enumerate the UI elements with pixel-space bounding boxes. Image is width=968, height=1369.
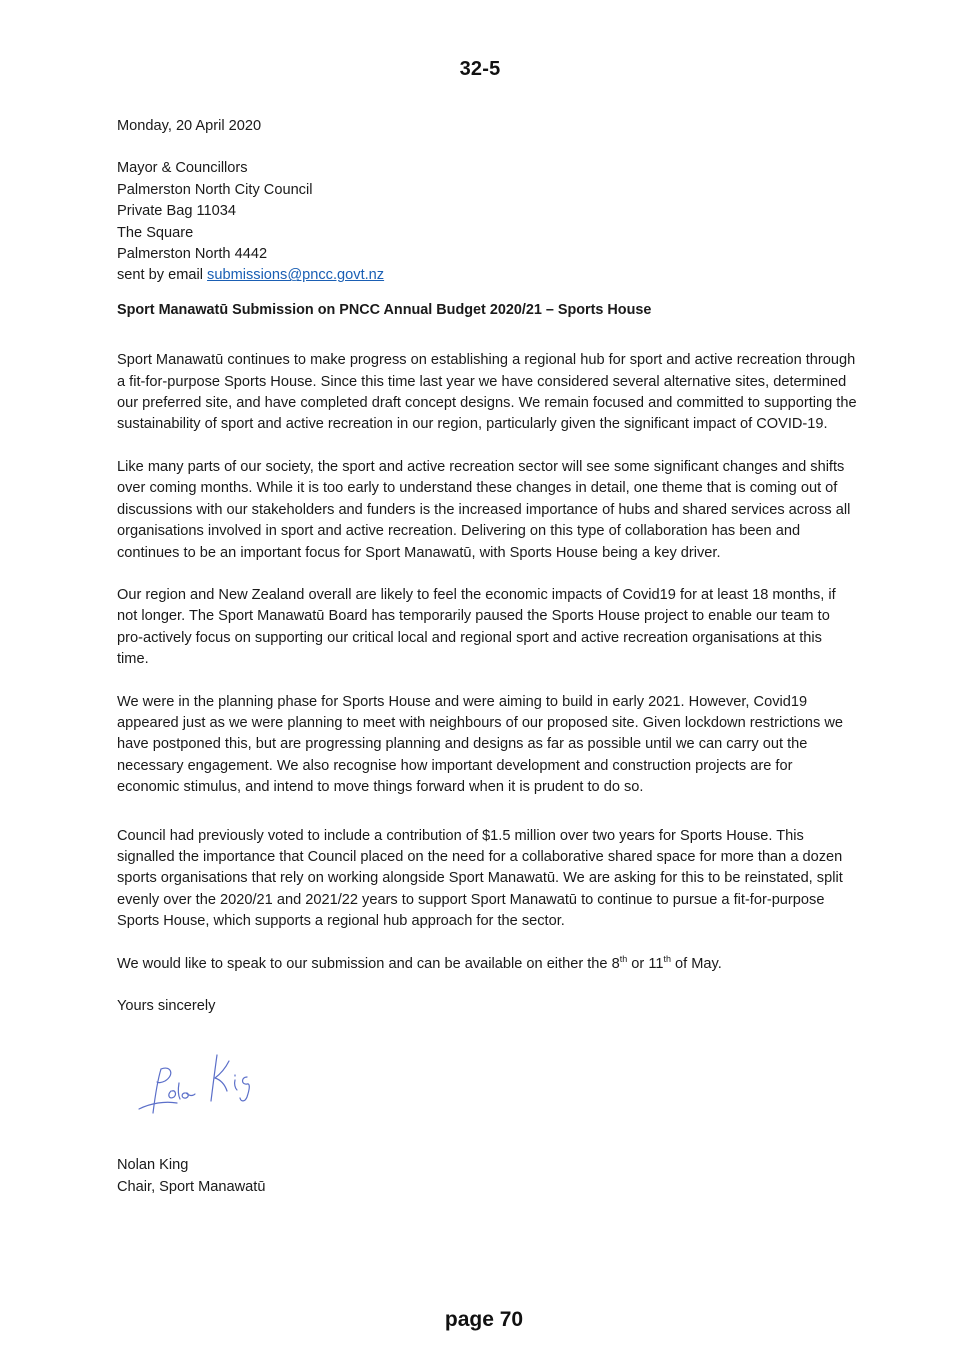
page-reference: 32-5 [459,58,501,80]
ordinal-suffix: th [619,953,628,964]
body-paragraph: Like many parts of our society, the sport and active recreation sector will see some significant changes and shifts over coming months. While it is too early to understand these changes in detail, one theme that is coming out of discussions with our stakeholders and funders is the increased importance of hubs and shared services across all organisations involved in sport and active recreation. Delivering on this type of collaboration has been and continues to be an important focus for Sport Manawatū, with Sports House being a key driver. [117,458,851,561]
address-line: Mayor & Councillors [117,160,248,177]
letter-body [117,116,857,1198]
letter-date: Monday, 20 April 2020 [117,118,262,134]
handwritten-signature [131,1047,261,1127]
recipient-address [117,158,857,286]
speak-text: or 11 [627,955,664,972]
address-line: Palmerston North City Council [117,181,313,198]
body-paragraph: Council had previously voted to include a contribution of $1.5 million over two years for Sports House. This signalled the importance that Council placed on the need for a collaborative shared space for more than a dozen sports organisations that rely on working alongside Sport Manawatū. We are asking for this to be reinstated, split evenly over the 2020/21 and 2021/22 years to support Sport Manawatū to continue to pursue a fit-for-purpose Sports House, which supports a regional hub approach for the sector. [117,827,843,930]
body-paragraph: We were in the planning phase for Sports House and were aiming to build in early 2021. However, Covid19 appeared just as we were planning to meet with neighbours of our proposed site. Given lockdown restrictions we have postponed this, but are progressing planning and designs as far as possible until we can carry out the necessary engagement. We also recognise how important development and construction projects are for economic stimulus, and intend to move things forward when it is prudent to do so. [117,693,844,796]
speak-request-paragraph [117,954,857,975]
body-paragraph: Sport Manawatū continues to make progress on establishing a regional hub for sport and active recreation through a fit-for-purpose Sports House. Since this time last year we have considered several alternative sites, determined our preferred site, and have completed draft concept designs. We remain focused and committed to supporting the sustainability of sport and active recreation in our region, particularly given the significant impact of COVID-19. [117,352,857,433]
letter-subject: Sport Manawatū Submission on PNCC Annual Budget 2020/21 – Sports House [117,301,652,318]
closing-salutation: Yours sincerely [117,998,216,1014]
sent-by-line [117,265,857,286]
signer-title: Chair, Sport Manawatū [117,1178,266,1195]
signer-name: Nolan King [117,1157,189,1174]
address-line: Private Bag 11034 [117,203,236,220]
body-paragraph: Our region and New Zealand overall are likely to feel the economic impacts of Covid19 for at least 18 months, if not longer. The Sport Manawatū Board has temporarily paused the Sports House project to enable our team to pro-actively focus on supporting our critical local and regional sport and active recreation organisations at this time. [117,586,836,668]
signer-block [117,1155,857,1198]
sent-by-prefix: sent by email [117,267,208,284]
page-number: page 70 [444,1308,524,1331]
speak-text: We would like to speak to our submission and can be available on either the 8 [117,955,620,972]
address-line: Palmerston North 4442 [117,246,268,263]
address-line: The Square [117,224,194,241]
speak-text: of May. [671,955,722,972]
email-link[interactable]: submissions@pncc.govt.nz [207,267,385,284]
ordinal-suffix: th [663,953,671,964]
